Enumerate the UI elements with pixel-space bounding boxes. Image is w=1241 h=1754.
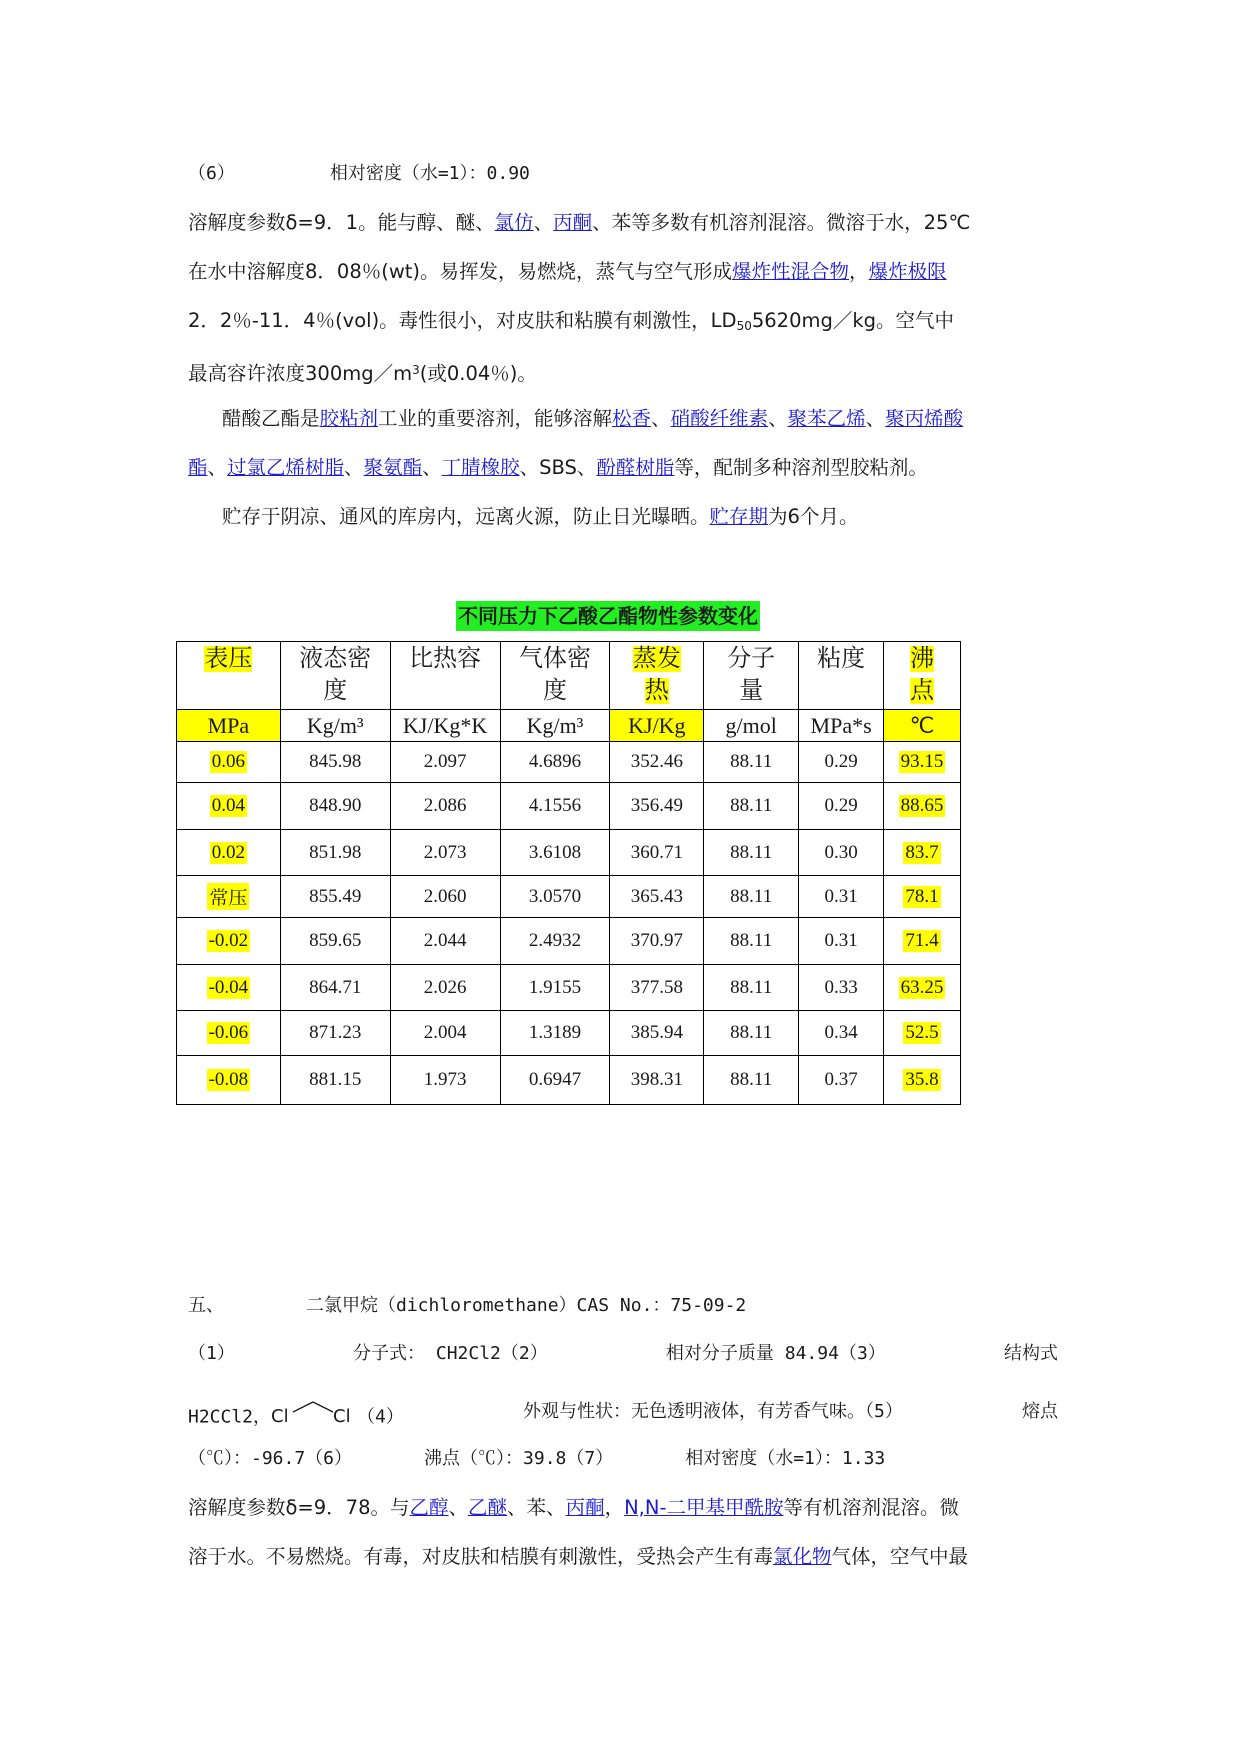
chlorine-atom-right: Cl bbox=[333, 1406, 351, 1427]
table-cell: 0.6947 bbox=[500, 1056, 610, 1105]
boiling-point-cell: 63.25 bbox=[884, 965, 961, 1011]
boiling-point-cell: 52.5 bbox=[884, 1011, 961, 1056]
link-pvc-resin[interactable]: 过氯乙烯树脂 bbox=[227, 456, 345, 479]
link-ethanol[interactable]: 乙醇 bbox=[409, 1496, 449, 1519]
column-header-text: 热 bbox=[644, 678, 669, 704]
table-cell: 370.97 bbox=[610, 918, 704, 965]
link-polystyrene[interactable]: 聚苯乙烯 bbox=[787, 407, 866, 430]
column-header bbox=[280, 642, 390, 710]
table-cell: 1.9155 bbox=[500, 965, 610, 1011]
table-cell: 88.11 bbox=[704, 742, 799, 783]
storage-line: 贮存于阴凉、通风的库房内，远离火源，防止日光曝晒。贮存期为6个月。 bbox=[222, 505, 859, 528]
boiling-point-cell: 35.8 bbox=[884, 1056, 961, 1105]
table-cell: 2.097 bbox=[390, 742, 500, 783]
usage-line-1: 醋酸乙酯是胶粘剂工业的重要溶剂，能够溶解松香、硝酸纤维素、聚苯乙烯、聚丙烯酸 bbox=[222, 407, 964, 430]
link-dmf[interactable]: N,N-二甲基甲酰胺 bbox=[624, 1496, 784, 1519]
section-5-row-1: （1） 分子式： CH2Cl2（2） 相对分子质量 84.94（3） 结构式 bbox=[188, 1343, 1058, 1364]
column-header-text: 气体密 bbox=[518, 646, 591, 672]
boiling-point-cell: 78.1 bbox=[884, 876, 961, 918]
table-cell: 360.71 bbox=[610, 830, 704, 876]
unit-cell: KJ/Kg*K bbox=[390, 710, 500, 742]
link-ether[interactable]: 乙醚 bbox=[468, 1496, 508, 1519]
link-acetone[interactable]: 丙酮 bbox=[553, 211, 593, 234]
column-header-text: 量 bbox=[739, 678, 764, 704]
table-cell: 0.37 bbox=[799, 1056, 884, 1105]
table-cell: 88.11 bbox=[704, 1056, 799, 1105]
pressure-cell: -0.04 bbox=[177, 965, 281, 1011]
table-cell: 88.11 bbox=[704, 918, 799, 965]
link-nitrile-rubber[interactable]: 丁腈橡胶 bbox=[441, 456, 520, 479]
table-cell: 3.6108 bbox=[500, 830, 610, 876]
table-cell: 1.973 bbox=[390, 1056, 500, 1105]
section-title: 二氯甲烷（dichloromethane）CAS No.：75-09-2 bbox=[306, 1295, 747, 1316]
table-cell: 2.004 bbox=[390, 1011, 500, 1056]
table-cell: 2.086 bbox=[390, 783, 500, 830]
column-header-text: 度 bbox=[323, 678, 348, 704]
table-cell: 0.31 bbox=[799, 876, 884, 918]
section-5-row-2: H2CCl2， Cl Cl （4） 外观与性状：无色透明液体，有芳香气味。（5） 熔点 bbox=[188, 1398, 1058, 1437]
boiling-point-cell: 93.15 bbox=[884, 742, 961, 783]
solubility-line-3: 2．2％-11．4％(vol)。毒性很小，对皮肤和粘膜有刺激性，$LD_{50}5620mg/kg$。空气中 bbox=[188, 309, 955, 333]
table-cell: 377.58 bbox=[610, 965, 704, 1011]
table-cell: 352.46 bbox=[610, 742, 704, 783]
property-table bbox=[176, 641, 961, 1105]
table-cell: 0.34 bbox=[799, 1011, 884, 1056]
table-cell: 0.30 bbox=[799, 830, 884, 876]
link-phenolic-resin[interactable]: 酚醛树脂 bbox=[596, 456, 675, 479]
table-cell: 859.65 bbox=[280, 918, 390, 965]
column-header bbox=[799, 642, 884, 710]
table-cell: 2.073 bbox=[390, 830, 500, 876]
pressure-cell: 0.06 bbox=[177, 742, 281, 783]
column-header-text: 点 bbox=[910, 678, 935, 704]
column-header-text: 沸 bbox=[910, 646, 935, 672]
unit-cell: MPa*s bbox=[799, 710, 884, 742]
table-row bbox=[177, 918, 961, 965]
unit-cell: ℃ bbox=[884, 710, 961, 742]
pressure-cell: 0.02 bbox=[177, 830, 281, 876]
column-header bbox=[390, 642, 500, 710]
usage-line-2: 酯、过氯乙烯树脂、聚氨酯、丁腈橡胶、SBS、酚醛树脂等，配制多种溶剂型胶粘剂。 bbox=[188, 456, 928, 479]
unit-cell: Kg/m³ bbox=[500, 710, 610, 742]
table-cell: 851.98 bbox=[280, 830, 390, 876]
table-cell: 871.23 bbox=[280, 1011, 390, 1056]
property-line-6 bbox=[188, 160, 530, 188]
column-header-text: 表压 bbox=[204, 646, 253, 672]
table-cell: 0.33 bbox=[799, 965, 884, 1011]
pressure-cell: 0.04 bbox=[177, 783, 281, 830]
table-header-row bbox=[177, 642, 961, 710]
table-cell: 848.90 bbox=[280, 783, 390, 830]
table-cell: 864.71 bbox=[280, 965, 390, 1011]
column-header-text: 蒸发 bbox=[632, 646, 681, 672]
solubility-line-4: 最高容许浓度$300mg/m^3$(或0.04％)。 bbox=[188, 362, 537, 385]
chlorine-atom-left: Cl bbox=[271, 1406, 289, 1427]
section-5-row-3: （℃）：-96.7（6） 沸点（℃）：39.8（7） 相对密度（水=1）：1.33 bbox=[188, 1448, 886, 1469]
table-cell: 881.15 bbox=[280, 1056, 390, 1105]
table-row bbox=[177, 1056, 961, 1105]
column-header bbox=[610, 642, 704, 710]
table-cell: 365.43 bbox=[610, 876, 704, 918]
table-cell: 845.98 bbox=[280, 742, 390, 783]
table-cell: 88.11 bbox=[704, 1011, 799, 1056]
column-header-text: 度 bbox=[542, 678, 567, 704]
table-cell: 398.31 bbox=[610, 1056, 704, 1105]
column-header-text: 粘度 bbox=[817, 646, 866, 672]
section-number: 五、 bbox=[188, 1295, 224, 1316]
link-polyurethane[interactable]: 聚氨酯 bbox=[363, 456, 423, 479]
pressure-cell: -0.02 bbox=[177, 918, 281, 965]
table-row bbox=[177, 830, 961, 876]
column-header bbox=[884, 642, 961, 710]
table-cell: 0.31 bbox=[799, 918, 884, 965]
table-cell: 2.026 bbox=[390, 965, 500, 1011]
boiling-point-cell: 71.4 bbox=[884, 918, 961, 965]
table-cell: 88.11 bbox=[704, 783, 799, 830]
table-cell: 2.4932 bbox=[500, 918, 610, 965]
table-cell: 2.060 bbox=[390, 876, 500, 918]
table-row bbox=[177, 742, 961, 783]
link-adhesive[interactable]: 胶粘剂 bbox=[319, 407, 379, 430]
table-cell: 88.11 bbox=[704, 876, 799, 918]
table-row bbox=[177, 1011, 961, 1056]
structural-formula bbox=[271, 1398, 357, 1437]
solubility-line-2: 在水中溶解度8．08％(wt)。易挥发，易燃烧，蒸气与空气形成爆炸性混合物，爆炸极限 bbox=[188, 260, 947, 283]
link-explosion-limit[interactable]: 爆炸极限 bbox=[868, 260, 947, 283]
pressure-cell: -0.06 bbox=[177, 1011, 281, 1056]
link-storage-period[interactable]: 贮存期 bbox=[709, 505, 769, 528]
column-header bbox=[704, 642, 799, 710]
boiling-point-cell: 83.7 bbox=[884, 830, 961, 876]
table-cell: 356.49 bbox=[610, 783, 704, 830]
table-cell: 0.29 bbox=[799, 742, 884, 783]
table-cell: 3.0570 bbox=[500, 876, 610, 918]
unit-cell: g/mol bbox=[704, 710, 799, 742]
table-cell: 88.11 bbox=[704, 830, 799, 876]
table-cell: 1.3189 bbox=[500, 1011, 610, 1056]
link-polyacrylate[interactable]: 聚丙烯酸 bbox=[885, 407, 964, 430]
item-text: 相对密度（水=1）：0.90 bbox=[329, 163, 530, 184]
table-units-row bbox=[177, 710, 961, 742]
table-cell: 4.6896 bbox=[500, 742, 610, 783]
column-header-text: 分子 bbox=[727, 646, 776, 672]
table-row bbox=[177, 783, 961, 830]
column-header-text: 比热容 bbox=[409, 646, 482, 672]
unit-cell: Kg/m³ bbox=[280, 710, 390, 742]
section-5-row-4: 溶解度参数δ=9．78。与乙醇、乙醚、苯、丙酮，N,N-二甲基甲酰胺等有机溶剂混溶。微 bbox=[188, 1496, 960, 1519]
table-cell: 0.29 bbox=[799, 783, 884, 830]
table-cell: 4.1556 bbox=[500, 783, 610, 830]
link-nitrocellulose[interactable]: 硝酸纤维素 bbox=[670, 407, 769, 430]
unit-cell: KJ/Kg bbox=[610, 710, 704, 742]
column-header-text: 液态密 bbox=[299, 646, 372, 672]
solubility-line-1: 溶解度参数δ=9．1。能与醇、醚、氯仿、丙酮、苯等多数有机溶剂混溶。微溶于水，25℃ bbox=[188, 211, 971, 234]
link-chloroform[interactable]: 氯仿 bbox=[494, 211, 534, 234]
table-cell: 385.94 bbox=[610, 1011, 704, 1056]
link-explosive-mixture[interactable]: 爆炸性混合物 bbox=[732, 260, 850, 283]
pressure-cell: -0.08 bbox=[177, 1056, 281, 1105]
item-number: （6） bbox=[188, 163, 235, 184]
table-cell: 88.11 bbox=[704, 965, 799, 1011]
table-row bbox=[177, 965, 961, 1011]
link-acetone-2[interactable]: 丙酮 bbox=[565, 1496, 605, 1519]
section-5-heading bbox=[188, 1292, 746, 1320]
column-header bbox=[500, 642, 610, 710]
pressure-cell: 常压 bbox=[177, 876, 281, 918]
link-rosin[interactable]: 松香 bbox=[612, 407, 652, 430]
table-row bbox=[177, 876, 961, 918]
link-chloride[interactable]: 氯化物 bbox=[773, 1545, 832, 1568]
unit-cell: MPa bbox=[177, 710, 281, 742]
column-header bbox=[177, 642, 281, 710]
table-caption: 不同压力下乙酸乙酯物性参数变化 bbox=[456, 601, 760, 631]
table-cell: 2.044 bbox=[390, 918, 500, 965]
link-polyacrylate-cont[interactable]: 酯 bbox=[188, 456, 208, 479]
section-5-row-5: 溶于水。不易燃烧。有毒，对皮肤和桔膜有刺激性，受热会产生有毒氯化物气体，空气中最 bbox=[188, 1545, 969, 1568]
table-cell: 855.49 bbox=[280, 876, 390, 918]
boiling-point-cell: 88.65 bbox=[884, 783, 961, 830]
